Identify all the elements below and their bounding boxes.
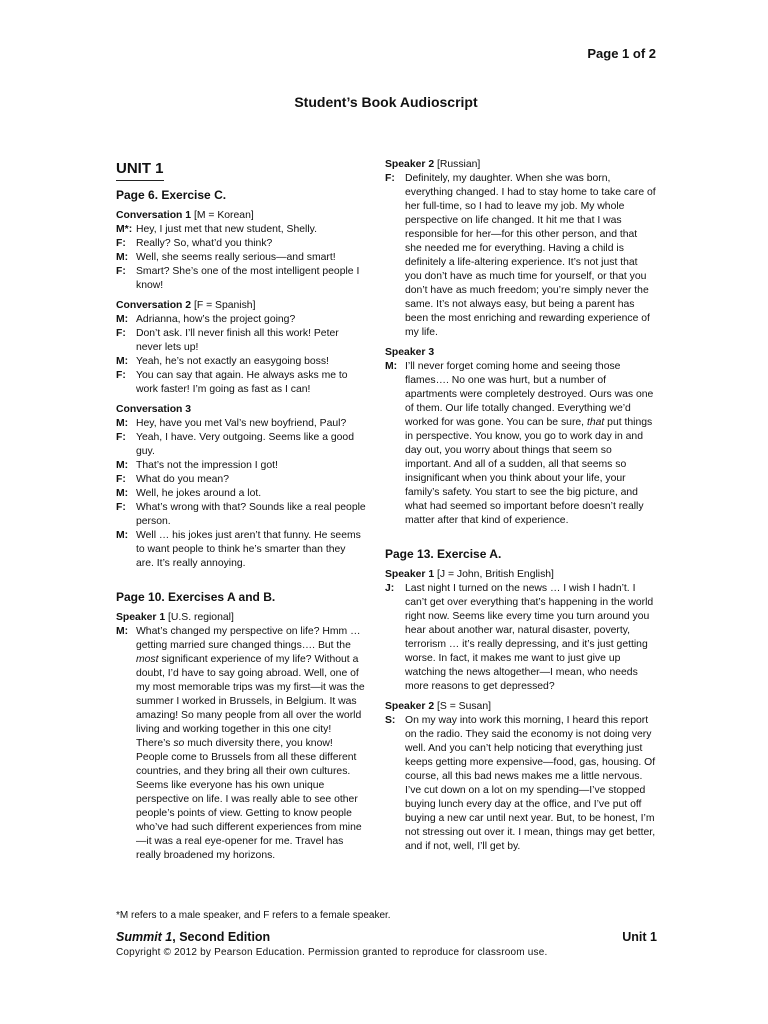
speaker-label: S:: [385, 715, 396, 726]
footer-unit: Unit 1: [622, 930, 657, 944]
speaker-2-heading: [385, 700, 656, 714]
speaker-title: Speaker 3: [385, 347, 435, 358]
speaker-label: F:: [116, 432, 126, 443]
speaker-2-heading: [385, 158, 656, 172]
section-heading-page-10: Page 10. Exercises A and B.: [116, 590, 276, 604]
dialogue-line: [116, 529, 366, 571]
conversation-title: Conversation 2: [116, 300, 192, 311]
conversation-1-heading: [116, 209, 366, 223]
dialogue-line: [116, 487, 366, 501]
dialogue-text: What’s wrong with that? Sounds like a real people person.: [136, 502, 366, 527]
speaker-note: [J = John, British English]: [434, 569, 554, 580]
conversation-3-heading: [116, 403, 366, 417]
speaker-note: [Russian]: [434, 159, 481, 170]
left-column: [116, 158, 366, 863]
speaker-3-heading: [385, 346, 656, 360]
dialogue-line: [116, 265, 366, 293]
speaker-note: [S = Susan]: [434, 701, 492, 712]
dialogue-line: [385, 714, 656, 854]
dialogue-line: [116, 251, 366, 265]
dialogue-line: [116, 473, 366, 487]
dialogue-line: [116, 237, 366, 251]
speaker-label: M:: [385, 361, 398, 372]
right-column: [385, 158, 656, 854]
dialogue-text: Last night I turned on the news … I wish I hadn’t. I can’t get over everything that’s happening in the world right now. Seems like every time you turn around you hear about another war, natural disaster, poverty, terrorism … it’s really depressing, and it’s just getting worse. In fact, it makes me want to just give up watching the news altogether—I mean, who needs more reasons to get depressed?: [405, 583, 654, 692]
dialogue-text: That’s not the impression I got!: [136, 460, 278, 471]
dialogue-text: On my way into work this morning, I heard this report on the radio. They said the economy is not doing very well. And you can’t help noticing that everything just keeps getting more expensive—food, gas, housing. Of course, all this bad news makes me a little nervous. I’ve cut down on a lot on my spending—I’ve stopped buying lunch every day at the office, and I’ve put off buying a new car until next year. But, to be honest, I’m not stressing out over it. I mean, things may get better, and if not, well, I’ll get by.: [405, 715, 656, 852]
book-name: Summit 1: [116, 930, 173, 944]
speaker-label: M:: [116, 252, 129, 263]
dialogue-text: Smart? She’s one of the most intelligent people I know!: [136, 266, 360, 291]
conversation-title: Conversation 1: [116, 210, 192, 221]
speaker-label: M:: [116, 488, 129, 499]
dialogue-line: [385, 360, 656, 528]
speaker-label: F:: [385, 173, 395, 184]
dialogue-line: [116, 431, 366, 459]
dialogue-line: [116, 369, 366, 397]
dialogue-text: Definitely, my daughter. When she was born, everything changed. I had to stay home to take care of her full-time, so I had to leave my job. My whole perspective on life changed. It hit me that I was responsible for her—for this other person, and that she needed me for everything. Having a child is definitely a life-altering experience. It’s not just that you don’t have as much time for yourself, or that you don’t have as much freedom; you’re simply never the same. It’s not always easy, but being a parent has been the most enriching and rewarding experience of my life.: [405, 173, 656, 338]
dialogue-text: Well … his jokes just aren’t that funny. He seems to want people to think he’s smarter than they are. It’s really annoying.: [136, 530, 361, 569]
speaker-label: M*:: [116, 224, 133, 235]
dialogue-line: [385, 582, 656, 694]
speaker-label: M:: [116, 460, 129, 471]
speaker-label: J:: [385, 583, 395, 594]
copyright-notice: Copyright © 2012 by Pearson Education. Permission granted to reproduce for classroom use.: [116, 947, 548, 958]
speaker-title: Speaker 2: [385, 159, 435, 170]
dialogue-text: What’s changed my perspective on life? Hmm … getting married sure changed things…. But the most significant experience of my life? Without a doubt, I’d have to say going abroad. Well, one of my most memorable trips was my first—it was the summer I worked in Brussels, in Belgium. It was amazing! So many people from all over the world living and working together in this one city! There’s so much diversity there, you know! People come to Brussels from all these different countries, and they bring all their own cultures. Seems like everyone has his own unique perspective on life. I was really able to see other people’s points of view. Getting to know people who’ve had such different experiences from mine—it was a real eye-opener for me. Travel has really broadened my horizons.: [136, 626, 365, 861]
dialogue-text: Really? So, what’d you think?: [136, 238, 273, 249]
emphasis: so: [173, 738, 185, 749]
dialogue-line: [116, 417, 366, 431]
speaker-title: Speaker 1: [385, 569, 435, 580]
emphasis: most: [136, 654, 159, 665]
speaker-1-heading: [116, 611, 366, 625]
section-heading-page-6: Page 6. Exercise C.: [116, 188, 227, 202]
conversation-title: Conversation 3: [116, 404, 192, 415]
dialogue-line: [116, 327, 366, 355]
speaker-label: F:: [116, 266, 126, 277]
dialogue-text: I’ll never forget coming home and seeing those flames…. No one was hurt, but a number of apartments were completely destroyed. Ours was one of them. Our life totally changed. Everything we’d worked for was gone. You can be sure, that put things in perspective. You know, you go to work day in and day out, you worry about things that seem so important. And all of a sudden, all that seems so insignificant when you think about your life, your family’s safety. You start to see the big picture, and what had seemed so important before doesn’t really matter after that kind of experience.: [405, 361, 654, 526]
section-heading-page-13: Page 13. Exercise A.: [385, 547, 502, 561]
book-title: [116, 930, 270, 944]
dialogue-text: Adrianna, how’s the project going?: [136, 314, 296, 325]
dialogue-text: Hey, I just met that new student, Shelly.: [136, 224, 317, 235]
speaker-label: F:: [116, 370, 126, 381]
conversation-note: [F = Spanish]: [191, 300, 256, 311]
dialogue-text: Well, she seems really serious—and smart!: [136, 252, 336, 263]
dialogue-text: Well, he jokes around a lot.: [136, 488, 262, 499]
dialogue-line: [116, 625, 366, 863]
document-title: Student’s Book Audioscript: [294, 94, 478, 110]
speaker-1-heading: [385, 568, 656, 582]
speaker-note: [U.S. regional]: [165, 612, 234, 623]
speaker-title: Speaker 1: [116, 612, 166, 623]
dialogue-line: [116, 501, 366, 529]
speaker-label: F:: [116, 474, 126, 485]
dialogue-text: You can say that again. He always asks me to work faster! I’m going as fast as I can!: [136, 370, 348, 395]
speaker-label: M:: [116, 418, 129, 429]
speaker-title: Speaker 2: [385, 701, 435, 712]
speaker-label: F:: [116, 502, 126, 513]
dialogue-line: [385, 172, 656, 340]
dialogue-line: [116, 313, 366, 327]
speaker-label: M:: [116, 314, 129, 325]
dialogue-line: [116, 223, 366, 237]
dialogue-text: Don’t ask. I’ll never finish all this work! Peter never lets up!: [136, 328, 339, 353]
unit-heading: UNIT 1: [116, 160, 164, 181]
speaker-label: M:: [116, 356, 129, 367]
page-number: Page 1 of 2: [587, 46, 656, 61]
speaker-label: M:: [116, 626, 129, 637]
dialogue-line: [116, 459, 366, 473]
conversation-2-heading: [116, 299, 366, 313]
dialogue-text: Yeah, I have. Very outgoing. Seems like a good guy.: [136, 432, 354, 457]
book-edition: , Second Edition: [172, 930, 271, 944]
speaker-label: F:: [116, 238, 126, 249]
dialogue-text: What do you mean?: [136, 474, 229, 485]
dialogue-text: Hey, have you met Val’s new boyfriend, Paul?: [136, 418, 347, 429]
conversation-note: [M = Korean]: [191, 210, 254, 221]
speaker-label: F:: [116, 328, 126, 339]
dialogue-line: [116, 355, 366, 369]
footnote: *M refers to a male speaker, and F refers to a female speaker.: [116, 910, 391, 921]
dialogue-text: Yeah, he’s not exactly an easygoing boss!: [136, 356, 329, 367]
emphasis: that: [586, 417, 605, 428]
speaker-label: M:: [116, 530, 129, 541]
